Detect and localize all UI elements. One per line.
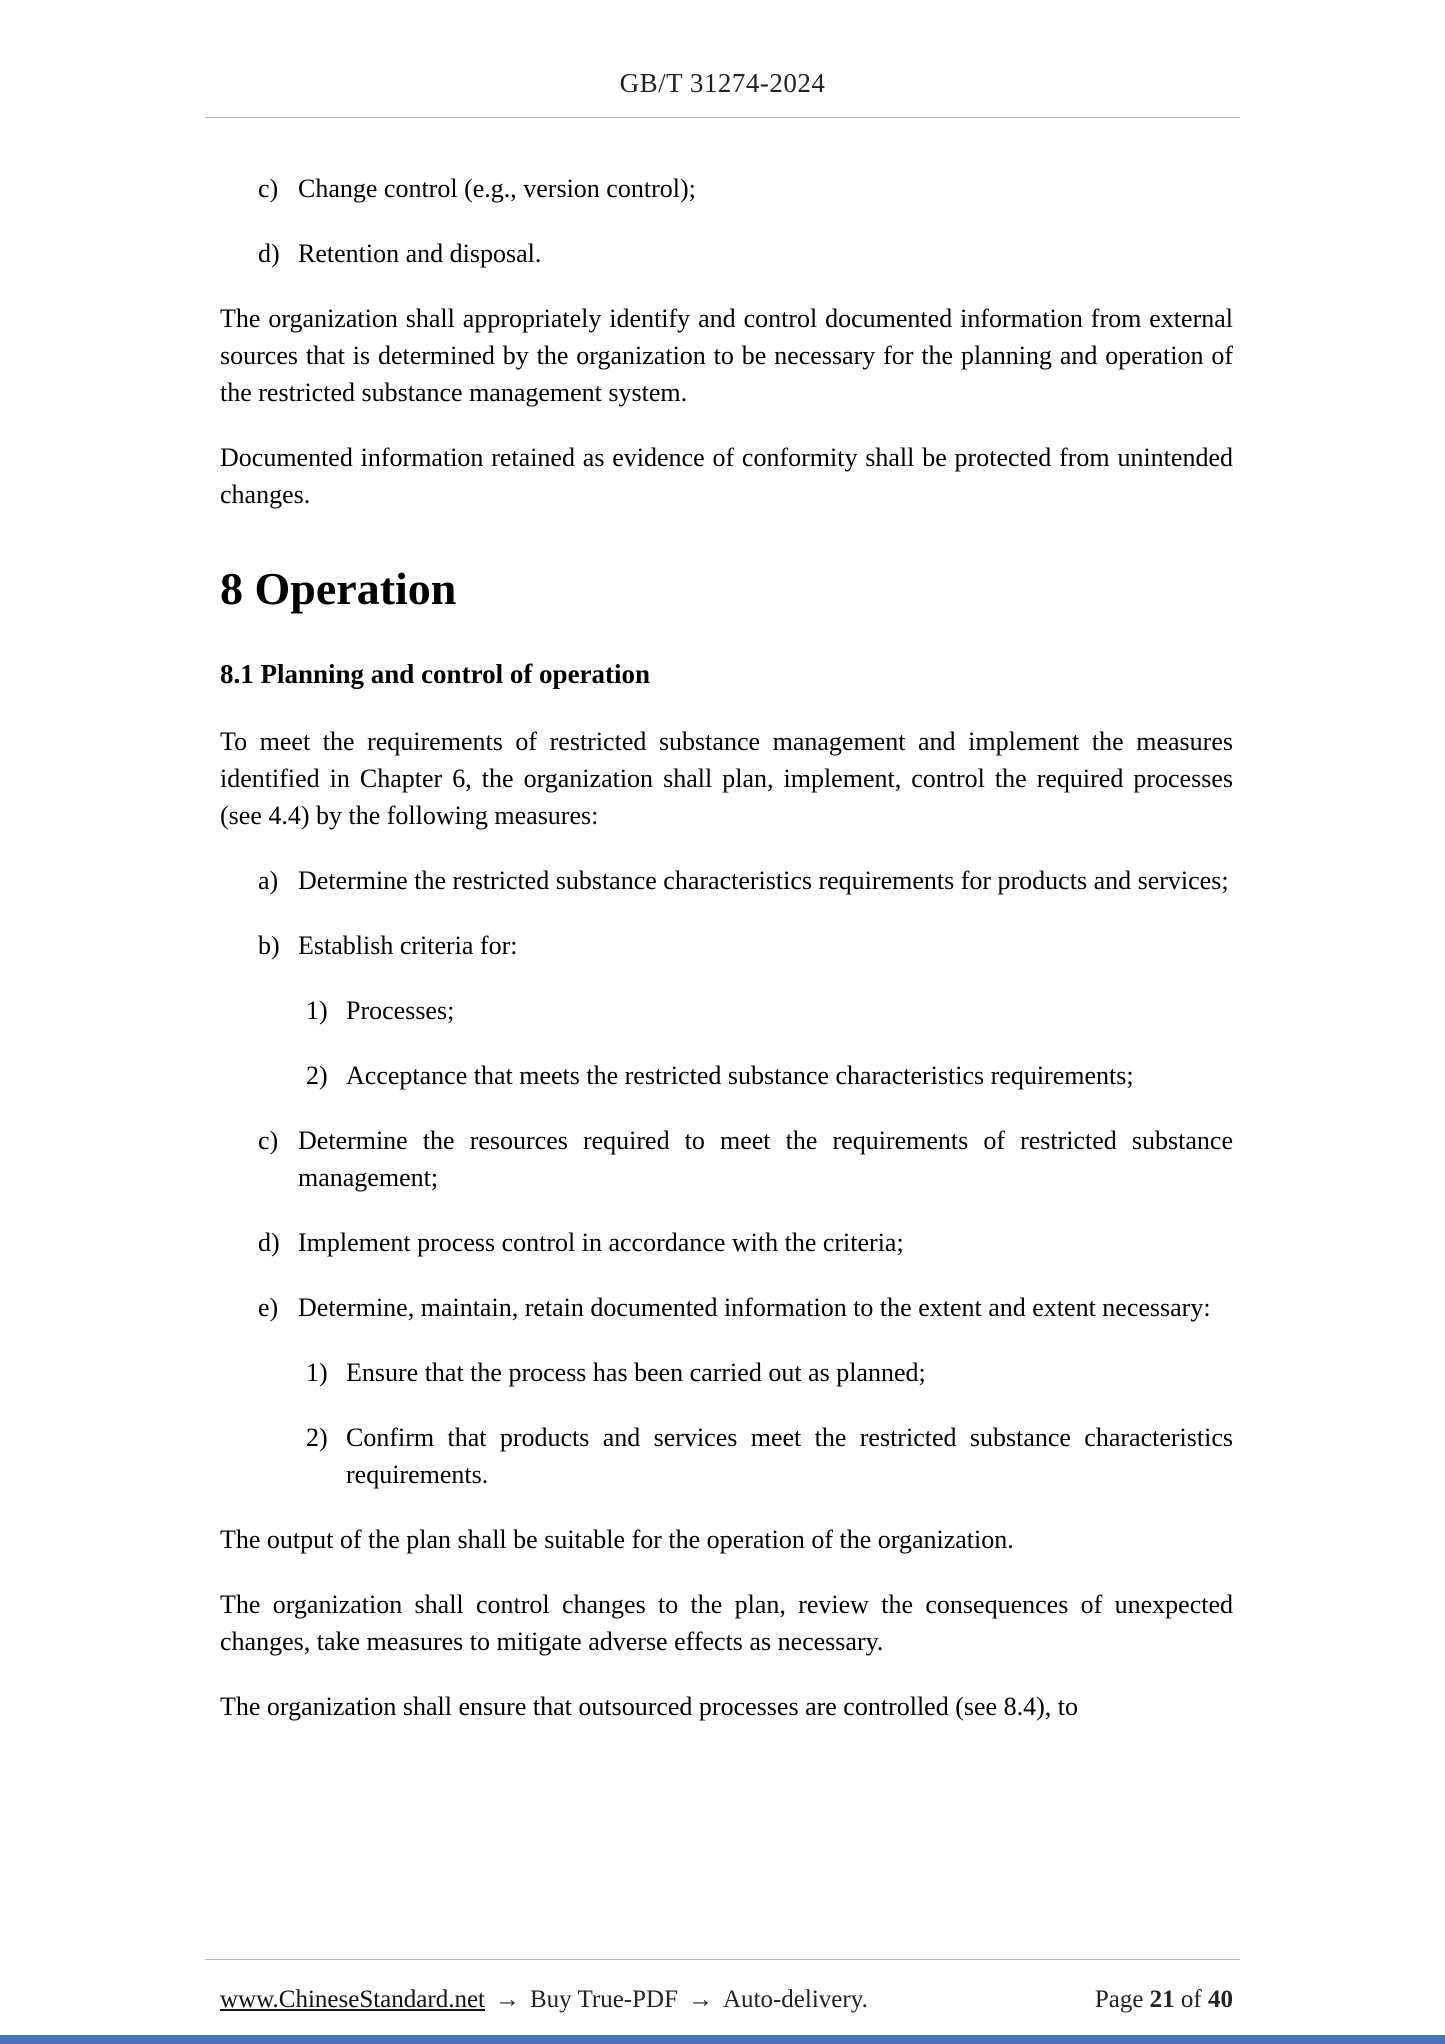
list-label: 1) — [306, 1358, 328, 1387]
list-text: Retention and disposal. — [298, 239, 542, 268]
list-text: Processes; — [346, 996, 455, 1025]
page-indicator — [1095, 1986, 1233, 2014]
paragraph-outsourced: The organization shall ensure that outsourced processes are controlled (see 8.4), to — [220, 1692, 1078, 1721]
measure-item-b1 — [306, 992, 1233, 1029]
list-label: c) — [258, 174, 279, 203]
measure-item-b2 — [306, 1057, 1233, 1094]
list-item-retention — [258, 235, 1233, 272]
footer-left — [220, 1986, 868, 2014]
footer-rule — [205, 1959, 1240, 1960]
arrow-right-icon: → — [495, 1986, 520, 2013]
list-text: Determine the restricted substance characteristics requirements for products and services; — [298, 866, 1229, 895]
measure-item-c — [258, 1122, 1233, 1196]
measure-item-e1 — [306, 1354, 1233, 1391]
list-label: d) — [258, 239, 280, 268]
page-label: Page — [1094, 1986, 1144, 2013]
page-current: 21 — [1149, 1986, 1175, 2013]
list-item-change-control — [258, 170, 1233, 207]
list-text: Implement process control in accordance with the criteria; — [298, 1228, 904, 1257]
viewer-bottom-bar — [0, 2035, 1445, 2044]
paragraph-protected-changes: Documented information retained as evidence of conformity shall be protected from unintended changes. — [220, 443, 1233, 509]
paragraph-external-sources: The organization shall appropriately identify and control documented information from external sources that is determined by the organization to be necessary for the planning and operation of the restricted substance management system. — [220, 304, 1233, 407]
paragraph-plan-output: The output of the plan shall be suitable for the operation of the organization. — [220, 1525, 1014, 1554]
list-label: c) — [258, 1126, 279, 1155]
measure-item-b — [258, 927, 1233, 964]
list-text: Determine, maintain, retain documented information to the extent and extent necessary: — [298, 1293, 1211, 1322]
list-text: Determine the resources required to meet the requirements of restricted substance management; — [298, 1126, 1233, 1192]
section-heading-operation: 8 Operation — [220, 563, 457, 614]
paragraph-intro-measures: To meet the requirements of restricted substance management and implement the measures identified in Chapter 6, the organization shall plan, implement, control the required processes (see 4.4) by the following measures: — [220, 727, 1233, 830]
paragraph-control-changes: The organization shall control changes to the plan, review the consequences of unexpected changes, take measures to mitigate adverse effects as necessary. — [220, 1590, 1233, 1656]
list-label: 2) — [306, 1061, 328, 1090]
footer-action-buy: Buy True-PDF — [530, 1986, 678, 2013]
list-label: d) — [258, 1228, 280, 1257]
list-label: 1) — [306, 996, 328, 1025]
measure-item-e2 — [306, 1419, 1233, 1493]
list-text: Acceptance that meets the restricted substance characteristics requirements; — [346, 1061, 1134, 1090]
measure-item-e — [258, 1289, 1233, 1326]
list-text: Establish criteria for: — [298, 931, 518, 960]
arrow-right-icon: → — [687, 1986, 713, 2013]
list-label: e) — [258, 1293, 279, 1322]
list-label: a) — [258, 866, 279, 895]
doc-number: GB/T 31274-2024 — [619, 68, 826, 98]
footer-website-link[interactable]: www.ChineseStandard.net — [220, 1986, 485, 2013]
page-footer — [0, 1959, 1445, 2014]
measure-item-a — [258, 862, 1233, 899]
page-header — [0, 0, 1445, 99]
document-body — [220, 170, 1233, 1725]
list-label: b) — [258, 931, 280, 960]
footer-row — [220, 1986, 1233, 2014]
page-total: 40 — [1208, 1986, 1233, 2013]
footer-action-delivery: Auto-delivery. — [722, 1986, 868, 2013]
list-text: Confirm that products and services meet the restricted substance characteristics requirements. — [346, 1423, 1233, 1489]
list-text: Change control (e.g., version control); — [298, 174, 696, 203]
subsection-heading-planning: 8.1 Planning and control of operation — [220, 659, 651, 689]
measure-item-d — [258, 1224, 1233, 1261]
of-label: of — [1180, 1986, 1202, 2013]
list-label: 2) — [306, 1423, 328, 1452]
header-rule — [205, 117, 1240, 118]
list-text: Ensure that the process has been carried out as planned; — [346, 1358, 926, 1387]
